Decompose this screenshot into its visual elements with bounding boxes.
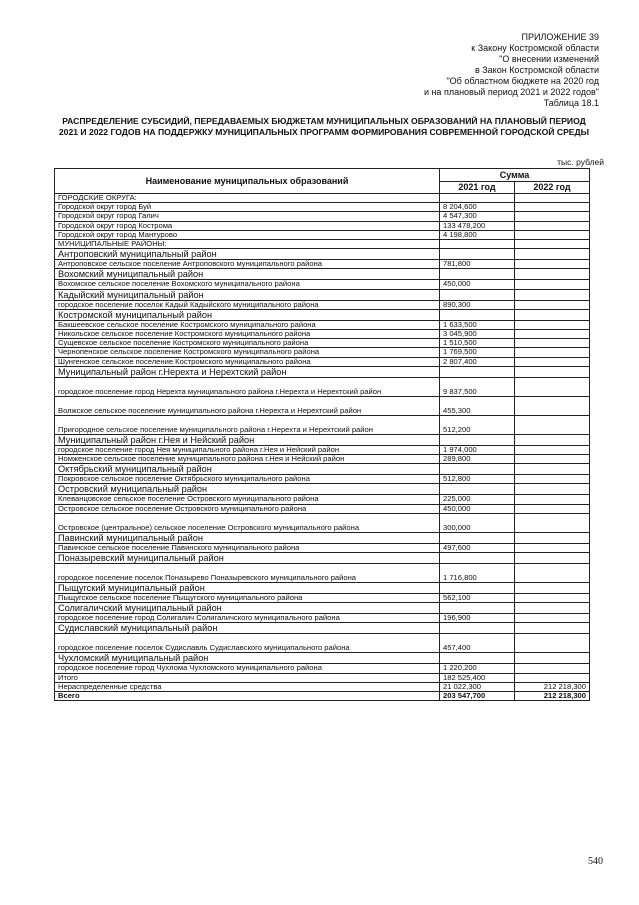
appendix-line: и на плановый период 2021 и 2022 годов" xyxy=(423,87,599,97)
amount-2021: 512,200 xyxy=(440,415,515,434)
amount-2021 xyxy=(440,553,515,564)
amount-2021 xyxy=(440,289,515,300)
amount-2021: 203 547,700 xyxy=(440,692,515,701)
amount-2022 xyxy=(515,377,590,396)
amount-2022 xyxy=(515,583,590,594)
municipality-name: Городской округ город Кострома xyxy=(55,221,440,230)
table-row xyxy=(55,553,590,564)
municipality-name: Нераспределенные средства xyxy=(55,682,440,691)
table-row xyxy=(55,532,590,543)
amount-2021: 9 837,500 xyxy=(440,377,515,396)
amount-2022 xyxy=(515,221,590,230)
header-sum: Сумма xyxy=(440,169,590,182)
amount-2021 xyxy=(440,653,515,664)
amount-2022 xyxy=(515,455,590,464)
amount-2022 xyxy=(515,366,590,377)
municipality-name: городское поселение город Нерехта муниципального района г.Нерехта и Нерехтский район xyxy=(55,377,440,396)
amount-2022 xyxy=(515,614,590,623)
amount-2022 xyxy=(515,653,590,664)
amount-2022 xyxy=(515,194,590,203)
municipality-name: Шунгенское сельское поселение Костромского муниципального района xyxy=(55,357,440,366)
amount-2021: 4 198,800 xyxy=(440,230,515,239)
table-row xyxy=(55,455,590,464)
municipality-name: городское поселение поселок Судиславль Судиславского муниципального района xyxy=(55,634,440,653)
amount-2022 xyxy=(515,532,590,543)
municipality-name: Антроповское сельское поселение Антроповского муниципального района xyxy=(55,260,440,269)
amount-2022 xyxy=(515,357,590,366)
subsidy-table xyxy=(54,168,590,701)
municipality-name: Павинский муниципальный район xyxy=(55,532,440,543)
amount-2021 xyxy=(440,240,515,249)
amount-2022 xyxy=(515,212,590,221)
amount-2022 xyxy=(515,664,590,673)
municipality-name: Никольское сельское поселение Костромского муниципального района xyxy=(55,330,440,339)
amount-2022 xyxy=(515,543,590,552)
municipality-name: городское поселение город Чухлома Чухломского муниципального района xyxy=(55,664,440,673)
table-row xyxy=(55,653,590,664)
table-row xyxy=(55,603,590,614)
amount-2021: 512,800 xyxy=(440,475,515,484)
table-row xyxy=(55,682,590,691)
amount-2021 xyxy=(440,532,515,543)
municipality-name: Городской округ город Галич xyxy=(55,212,440,221)
amount-2022 xyxy=(515,348,590,357)
table-row xyxy=(55,634,590,653)
amount-2021: 225,000 xyxy=(440,495,515,504)
table-row xyxy=(55,564,590,583)
amount-2021 xyxy=(440,366,515,377)
amount-2022 xyxy=(515,434,590,445)
table-row xyxy=(55,240,590,249)
amount-2022: 212 218,300 xyxy=(515,682,590,691)
amount-2021 xyxy=(440,484,515,495)
amount-2022 xyxy=(515,309,590,320)
municipality-name: Чухломский муниципальный район xyxy=(55,653,440,664)
amount-2022: 212 218,300 xyxy=(515,692,590,701)
amount-2021 xyxy=(440,583,515,594)
municipality-name: Вохомское сельское поселение Вохомского муниципального района xyxy=(55,280,440,289)
amount-2021: 8 204,600 xyxy=(440,203,515,212)
table-row xyxy=(55,366,590,377)
municipality-name: ГОРОДСКИЕ ОКРУГА: xyxy=(55,194,440,203)
municipality-name: Всего xyxy=(55,692,440,701)
amount-2022 xyxy=(515,240,590,249)
municipality-name: Сущевское сельское поселение Костромского муниципального района xyxy=(55,339,440,348)
amount-2021 xyxy=(440,603,515,614)
amount-2022 xyxy=(515,445,590,454)
municipality-name: Муниципальный район г.Нея и Нейский район xyxy=(55,434,440,445)
table-row xyxy=(55,280,590,289)
municipality-name: Клеванцовское сельское поселение Островского муниципального района xyxy=(55,495,440,504)
amount-2021 xyxy=(440,464,515,475)
amount-2021: 4 547,300 xyxy=(440,212,515,221)
amount-2022 xyxy=(515,269,590,280)
municipality-name: Кадыйский муниципальный район xyxy=(55,289,440,300)
municipality-name: Пыщугское сельское поселение Пыщугского муниципального района xyxy=(55,594,440,603)
amount-2022 xyxy=(515,603,590,614)
amount-2021: 450,000 xyxy=(440,504,515,513)
amount-2021: 450,000 xyxy=(440,280,515,289)
municipality-name: Пыщугский муниципальный район xyxy=(55,583,440,594)
municipality-name: Вохомский муниципальный район xyxy=(55,269,440,280)
table-row xyxy=(55,434,590,445)
table-row xyxy=(55,484,590,495)
table-row xyxy=(55,692,590,701)
amount-2022 xyxy=(515,280,590,289)
municipality-name: Городской округ город Буй xyxy=(55,203,440,212)
amount-2022 xyxy=(515,513,590,532)
municipality-name: Островский муниципальный район xyxy=(55,484,440,495)
amount-2022 xyxy=(515,553,590,564)
amount-2022 xyxy=(515,475,590,484)
table-row xyxy=(55,504,590,513)
amount-2022 xyxy=(515,330,590,339)
municipality-name: Павинское сельское поселение Павинского муниципального района xyxy=(55,543,440,552)
amount-2021: 3 045,900 xyxy=(440,330,515,339)
amount-2022 xyxy=(515,203,590,212)
amount-2021: 1 633,500 xyxy=(440,320,515,329)
table-row xyxy=(55,212,590,221)
municipality-name: Антроповский муниципальный район xyxy=(55,249,440,260)
table-row xyxy=(55,623,590,634)
municipality-name: Костромской муниципальный район xyxy=(55,309,440,320)
table-row xyxy=(55,495,590,504)
appendix-line: "Об областном бюджете на 2020 год xyxy=(446,76,599,86)
amount-2021 xyxy=(440,434,515,445)
municipality-name: Покровское сельское поселение Октябрьского муниципального района xyxy=(55,475,440,484)
amount-2022 xyxy=(515,634,590,653)
amount-2021: 1 220,200 xyxy=(440,664,515,673)
amount-2022 xyxy=(515,594,590,603)
municipality-name: МУНИЦИПАЛЬНЫЕ РАЙОНЫ: xyxy=(55,240,440,249)
municipality-name: городское поселение поселок Кадый Кадыйского муниципального района xyxy=(55,300,440,309)
amount-2022 xyxy=(515,504,590,513)
amount-2022 xyxy=(515,464,590,475)
amount-2021 xyxy=(440,269,515,280)
table-body xyxy=(55,194,590,701)
amount-2021: 196,900 xyxy=(440,614,515,623)
municipality-name: Городской округ город Мантурово xyxy=(55,230,440,239)
municipality-name: Октябрьский муниципальный район xyxy=(55,464,440,475)
table-row xyxy=(55,260,590,269)
table-row xyxy=(55,594,590,603)
municipality-name: Волжское сельское поселение муниципального района г.Нерехта и Нерехтский район xyxy=(55,396,440,415)
amount-2022 xyxy=(515,415,590,434)
header-name: Наименование муниципальных образований xyxy=(55,169,440,194)
amount-2021: 457,400 xyxy=(440,634,515,653)
amount-2022 xyxy=(515,230,590,239)
municipality-name: Муниципальный район г.Нерехта и Нерехтский район xyxy=(55,366,440,377)
amount-2021: 2 807,400 xyxy=(440,357,515,366)
units-label: тыс. рублей xyxy=(557,157,604,167)
amount-2022 xyxy=(515,673,590,682)
appendix-line: "О внесении изменений xyxy=(499,54,599,64)
amount-2022 xyxy=(515,396,590,415)
appendix-line: в Закон Костромской области xyxy=(474,65,599,75)
municipality-name: Поназыревский муниципальный район xyxy=(55,553,440,564)
municipality-name: Номженское сельское поселение муниципального района г.Нея и Нейский район xyxy=(55,455,440,464)
header-year-2021: 2021 год xyxy=(440,182,515,194)
municipality-name: Пригородное сельское поселение муниципального района г.Нерехта и Нерехтский район xyxy=(55,415,440,434)
table-row xyxy=(55,583,590,594)
amount-2021 xyxy=(440,309,515,320)
amount-2022 xyxy=(515,260,590,269)
amount-2021 xyxy=(440,623,515,634)
municipality-name: городское поселение город Солигалич Солигаличского муниципального района xyxy=(55,614,440,623)
appendix-line: ПРИЛОЖЕНИЕ 39 xyxy=(521,32,599,42)
table-row xyxy=(55,464,590,475)
amount-2021: 289,800 xyxy=(440,455,515,464)
table-row xyxy=(55,673,590,682)
table-row xyxy=(55,475,590,484)
amount-2021: 781,800 xyxy=(440,260,515,269)
table-row xyxy=(55,249,590,260)
table-row xyxy=(55,221,590,230)
table-row xyxy=(55,300,590,309)
amount-2022 xyxy=(515,564,590,583)
table-row xyxy=(55,513,590,532)
municipality-name: Солигаличский муниципальный район xyxy=(55,603,440,614)
amount-2022 xyxy=(515,623,590,634)
amount-2022 xyxy=(515,495,590,504)
page-number: 540 xyxy=(588,856,603,867)
municipality-name: Итого xyxy=(55,673,440,682)
amount-2021: 1 769,500 xyxy=(440,348,515,357)
document-title: РАСПРЕДЕЛЕНИЕ СУБСИДИЙ, ПЕРЕДАВАЕМЫХ БЮДЖЕТАМ МУНИЦИПАЛЬНЫХ ОБРАЗОВАНИЙ НА ПЛАНОВЫЙ ПЕРИОД 2021 И 2022 ГОДОВ НА ПОДДЕРЖКУ МУНИЦИПАЛЬНЫХ ПРОГРАММ ФОРМИРОВАНИЯ СОВРЕМЕННОЙ ГОРОДСКОЙ СРЕДЫ xyxy=(58,116,590,137)
appendix-header xyxy=(299,32,599,109)
amount-2021: 1 510,500 xyxy=(440,339,515,348)
amount-2022 xyxy=(515,484,590,495)
table-row xyxy=(55,415,590,434)
amount-2022 xyxy=(515,339,590,348)
municipality-name: городское поселение поселок Поназырево Поназыревского муниципального района xyxy=(55,564,440,583)
amount-2022 xyxy=(515,320,590,329)
amount-2021: 21 022,300 xyxy=(440,682,515,691)
amount-2021: 497,600 xyxy=(440,543,515,552)
amount-2021: 133 478,200 xyxy=(440,221,515,230)
municipality-name: Бакшеевское сельское поселение Костромского муниципального района xyxy=(55,320,440,329)
municipality-name: Островское (центральное) сельское поселение Островского муниципального района xyxy=(55,513,440,532)
table-row xyxy=(55,614,590,623)
header-year-2022: 2022 год xyxy=(515,182,590,194)
appendix-line: к Закону Костромской области xyxy=(471,43,599,53)
table-row xyxy=(55,348,590,357)
municipality-name: Островское сельское поселение Островского муниципального района xyxy=(55,504,440,513)
amount-2021: 1 716,800 xyxy=(440,564,515,583)
amount-2022 xyxy=(515,289,590,300)
table-row xyxy=(55,377,590,396)
table-row xyxy=(55,289,590,300)
amount-2022 xyxy=(515,300,590,309)
municipality-name: Судиславский муниципальный район xyxy=(55,623,440,634)
amount-2021: 562,100 xyxy=(440,594,515,603)
table-row xyxy=(55,396,590,415)
municipality-name: Чернопенское сельское поселение Костромского муниципального района xyxy=(55,348,440,357)
amount-2021: 1 974,000 xyxy=(440,445,515,454)
appendix-line: Таблица 18.1 xyxy=(543,98,599,108)
amount-2021: 455,300 xyxy=(440,396,515,415)
table-row xyxy=(55,309,590,320)
table-row xyxy=(55,543,590,552)
table-row xyxy=(55,357,590,366)
municipality-name: городское поселение город Нея муниципального района г.Нея и Нейский район xyxy=(55,445,440,454)
table-row xyxy=(55,269,590,280)
amount-2021: 890,300 xyxy=(440,300,515,309)
amount-2022 xyxy=(515,249,590,260)
amount-2021 xyxy=(440,249,515,260)
amount-2021: 182 525,400 xyxy=(440,673,515,682)
table-row xyxy=(55,664,590,673)
amount-2021: 300,000 xyxy=(440,513,515,532)
